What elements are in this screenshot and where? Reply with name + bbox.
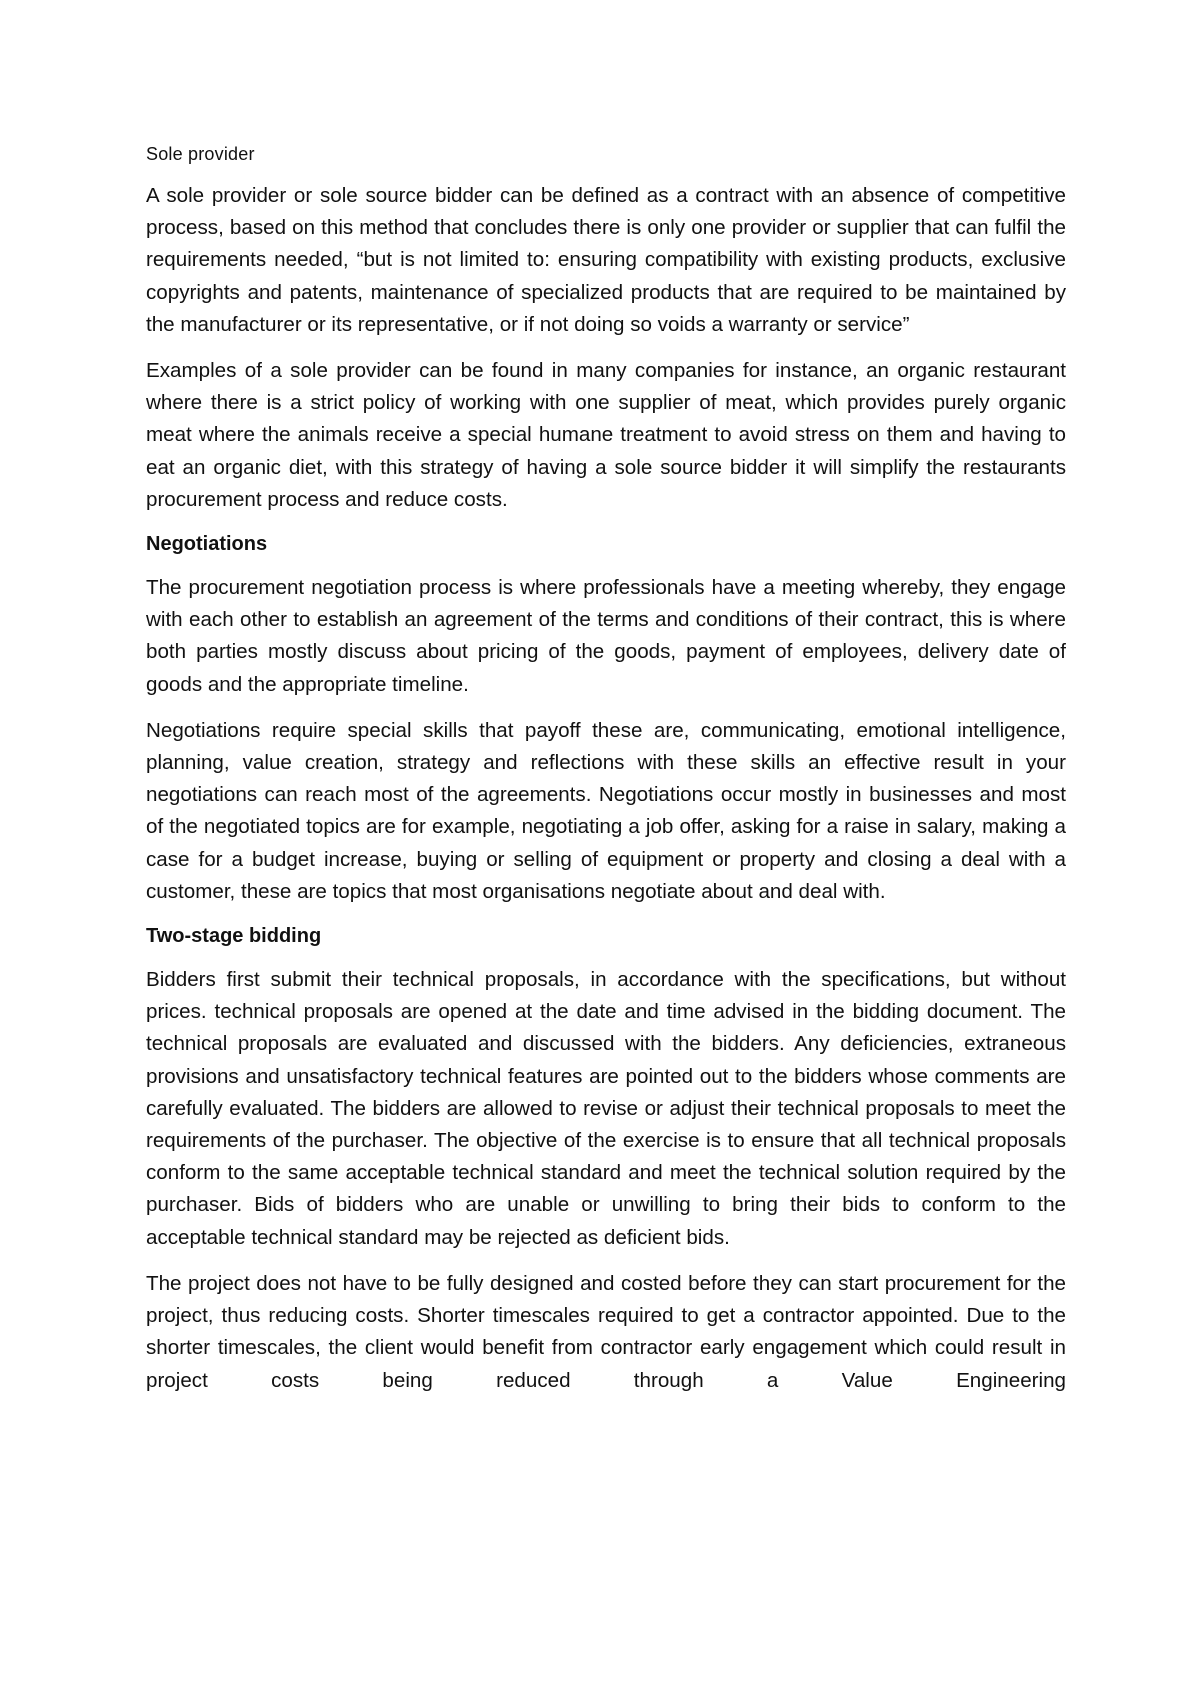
paragraph: Examples of a sole provider can be found in many companies for instance, an organic restaurant where there is a strict policy of working with one supplier of meat, which provides purely organic meat where the animals receive a special humane treatment to avoid stress on them and having to eat an organic diet, with this strategy of having a sole source bidder it will simplify the restaurants procurement process and reduce costs. xyxy=(146,359,1066,511)
paragraph: Negotiations require special skills that payoff these are, communicating, emotional intelligence, planning, value creation, strategy and reflections with these skills an effective result in your negotiations can reach most of the agreements. Negotiations occur mostly in businesses and most of the negotiated topics are for example, negotiating a job offer, asking for a raise in salary, making a case for a budget increase, buying or selling of equipment or property and closing a deal with a customer, these are topics that most organisations negotiate about and deal with. xyxy=(146,718,1066,903)
document-page xyxy=(146,140,1066,1397)
section-heading-two-stage-bidding: Two-stage bidding xyxy=(146,925,322,948)
paragraph: A sole provider or sole source bidder can be defined as a contract with an absence of competitive process, based on this method that concludes there is only one provider or supplier that can fulfil the requirements needed, “but is not limited to: ensuring compatibility with existing products, exclusive copyrights and patents, maintenance of specialized products that are required to be maintained by the manufacturer or its representative, or if not doing so voids a warranty or service” xyxy=(146,184,1066,336)
section-heading-negotiations: Negotiations xyxy=(146,533,268,556)
section-title-sole-provider: Sole provider xyxy=(146,144,255,164)
paragraph: The project does not have to be fully designed and costed before they can start procurement for the project, thus reducing costs. Shorter timescales required to get a contractor appointed. Due to the shorter timescales, the client would benefit from contractor early engagement which could result in project costs being reduced through a Value Engineering xyxy=(146,1271,1066,1392)
paragraph: Bidders first submit their technical proposals, in accordance with the specifications, but without prices. technical proposals are opened at the date and time advised in the bidding document. The technical proposals are evaluated and discussed with the bidders. Any deficiencies, extraneous provisions and unsatisfactory technical features are pointed out to the bidders whose comments are carefully evaluated. The bidders are allowed to revise or adjust their technical proposals to meet the requirements of the purchaser. The objective of the exercise is to ensure that all technical proposals conform to the same acceptable technical standard and meet the technical solution required by the purchaser. Bids of bidders who are unable or unwilling to bring their bids to conform to the acceptable technical standard may be rejected as deficient bids. xyxy=(146,968,1066,1249)
paragraph: The procurement negotiation process is where professionals have a meeting whereby, they engage with each other to establish an agreement of the terms and conditions of their contract, this is where both parties mostly discuss about pricing of the goods, payment of employees, delivery date of goods and the appropriate timeline. xyxy=(146,576,1066,696)
